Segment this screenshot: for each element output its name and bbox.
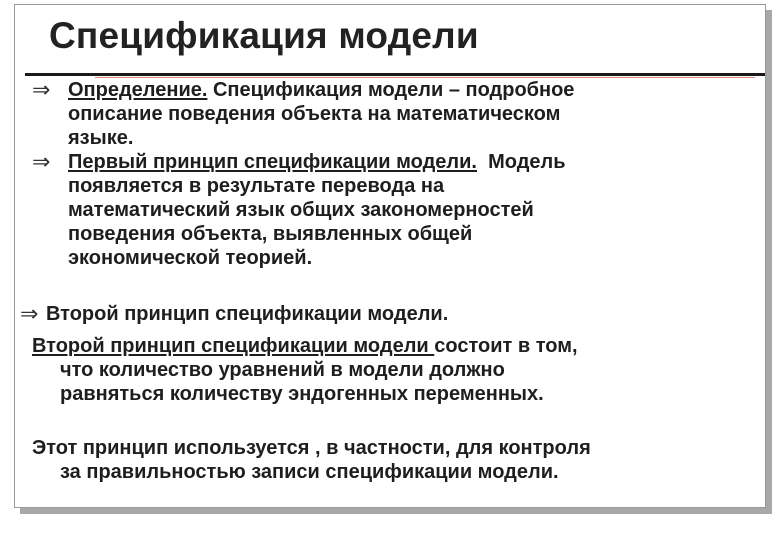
definition-line-2: описание поведения объекта на математическом xyxy=(68,103,561,125)
title-divider xyxy=(25,73,765,76)
paragraph-a-line-3: равняться количеству эндогенных переменных. xyxy=(60,383,544,405)
definition-line-1: Спецификация модели – подробное xyxy=(207,79,575,101)
paragraph-b-line-1: Этот принцип используется , в частности, для контроля xyxy=(32,437,591,459)
paragraph-a-line-2: что количество уравнений в модели должно xyxy=(60,359,505,381)
first-principle-line-2: появляется в результате перевода на xyxy=(68,175,445,197)
first-principle-line-4: поведения объекта, выявленных общей xyxy=(68,223,473,245)
second-principle-bullet xyxy=(20,302,740,326)
second-principle-heading: Второй принцип спецификации модели xyxy=(32,335,435,357)
usage-paragraph xyxy=(32,436,732,484)
first-principle-line-1: Модель xyxy=(476,151,566,173)
double-arrow-icon: ⇒ xyxy=(32,149,51,174)
bullet-list xyxy=(20,78,740,270)
bullet-definition xyxy=(20,78,740,150)
paragraph-b-line-2: за правильностью записи спецификации модели. xyxy=(60,461,559,483)
first-principle-line-3: математический язык общих закономерностей xyxy=(68,199,534,221)
double-arrow-icon: ⇒ xyxy=(32,77,51,102)
second-principle-title: Второй принцип спецификации модели. xyxy=(46,303,449,325)
first-principle-line-5: экономической теорией. xyxy=(68,247,313,269)
page-title: Спецификация модели xyxy=(49,15,479,56)
definition-heading: Определение. xyxy=(68,79,208,101)
second-principle-paragraph xyxy=(32,334,732,406)
bullet-first-principle xyxy=(20,150,740,270)
double-arrow-icon: ⇒ xyxy=(20,301,39,326)
paragraph-a-line-1: состоит в том, xyxy=(434,335,578,357)
definition-line-3: языке. xyxy=(68,127,134,149)
first-principle-heading: Первый принцип спецификации модели. xyxy=(68,151,477,173)
